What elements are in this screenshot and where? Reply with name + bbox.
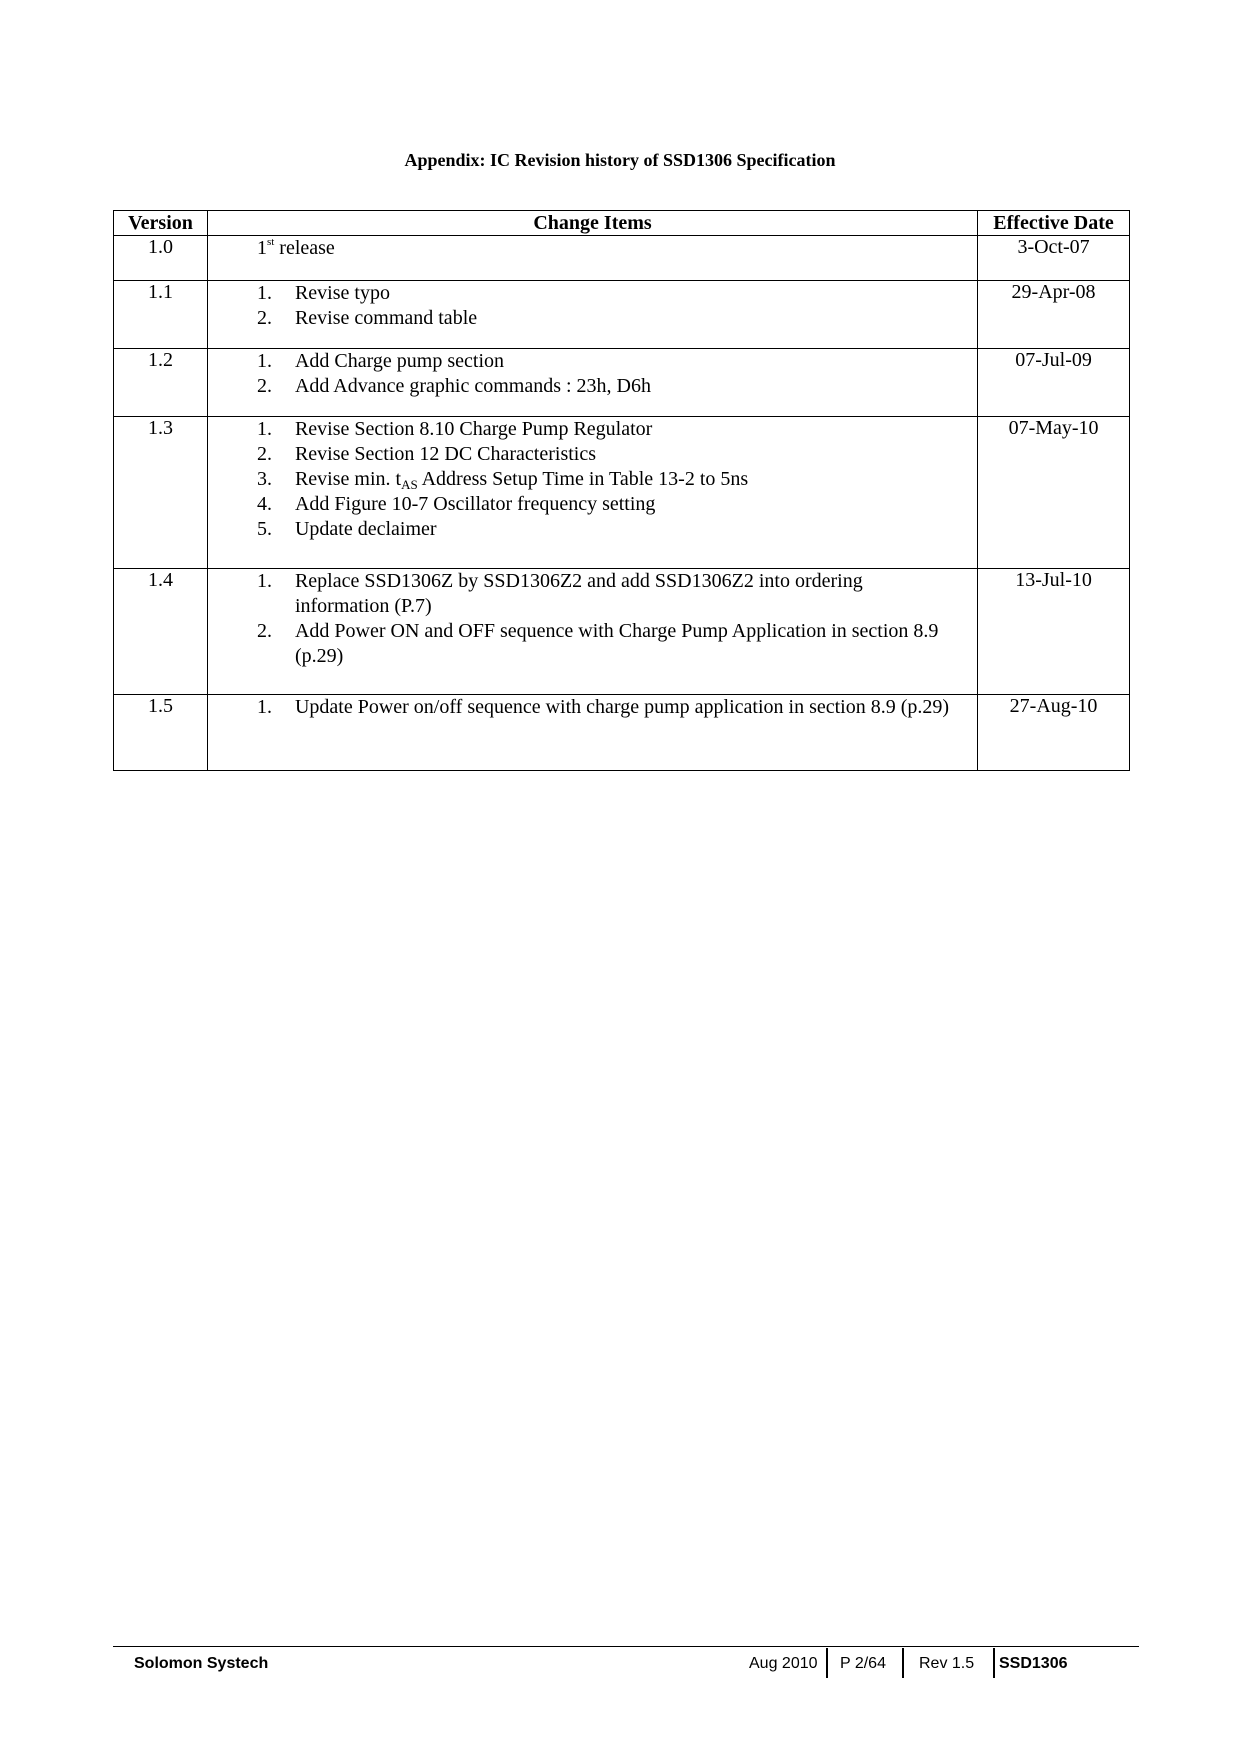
list-item: 3. Revise min. $t_{AS}$ Address Setup Time in Table 13-2 to 5ns (256, 468, 749, 492)
footer-divider (826, 1648, 828, 1678)
table-row (114, 281, 1130, 349)
effective-date-cell: 07-May-10 (978, 417, 1130, 569)
footer-divider (902, 1648, 904, 1678)
list-item: 4. Add Figure 10-7 Oscillator frequency setting (256, 493, 656, 515)
effective-date-cell: 3-Oct-07 (978, 236, 1130, 281)
effective-date-cell: 07-Jul-09 (978, 349, 1130, 417)
table-row (114, 695, 1130, 771)
list-item: 1. Revise typo (256, 282, 390, 304)
page-title: Appendix: IC Revision history of SSD1306 Specification (404, 150, 836, 170)
footer-page-number: P 2/64 (840, 1655, 886, 1672)
footer-company: Solomon Systech (134, 1655, 269, 1672)
table-row (114, 417, 1130, 569)
version-cell: 1.5 (114, 695, 208, 771)
revision-history-table (113, 210, 1130, 771)
version-cell: 1.0 (114, 236, 208, 281)
list-item: 1. Add Charge pump section (256, 350, 504, 372)
list-item: 2. Revise Section 12 DC Characteristics (256, 443, 596, 465)
version-cell: 1.4 (114, 569, 208, 695)
header-effective-date: Effective Date (978, 211, 1130, 236)
table-header-row (114, 211, 1130, 236)
footer-date: Aug 2010 (749, 1655, 818, 1672)
version-cell: 1.3 (114, 417, 208, 569)
footer-divider (993, 1648, 995, 1678)
change-items-cell (207, 236, 977, 281)
list-item: 2. Add Advance graphic commands : 23h, D6h (256, 375, 651, 397)
change-items-cell (207, 417, 977, 569)
effective-date-cell: 27-Aug-10 (978, 695, 1130, 771)
list-item: 5. Update declaimer (256, 518, 437, 540)
table-row (114, 569, 1130, 695)
change-items-cell (207, 281, 977, 349)
list-item: 1st release (256, 236, 335, 259)
list-item: 1. Replace SSD1306Z by SSD1306Z2 and add SSD1306Z2 into ordering information (P.7) (256, 570, 863, 617)
effective-date-cell: 13-Jul-10 (978, 569, 1130, 695)
table-row (114, 236, 1130, 281)
list-item: 2. Revise command table (256, 307, 478, 329)
footer-product: SSD1306 (999, 1655, 1068, 1672)
header-change-items: Change Items (207, 211, 977, 236)
header-version: Version (114, 211, 208, 236)
table-row (114, 349, 1130, 417)
list-item: 1. Update Power on/off sequence with charge pump application in section 8.9 (p.29) (256, 696, 950, 718)
list-item: 2. Add Power ON and OFF sequence with Charge Pump Application in section 8.9 (p.29) (256, 620, 939, 667)
change-items-cell (207, 569, 977, 695)
version-cell: 1.2 (114, 349, 208, 417)
change-items-cell (207, 349, 977, 417)
page-footer (113, 1646, 1139, 1681)
change-items-cell (207, 695, 977, 771)
list-item: 1. Revise Section 8.10 Charge Pump Regulator (256, 418, 653, 440)
effective-date-cell: 29-Apr-08 (978, 281, 1130, 349)
footer-revision: Rev 1.5 (919, 1655, 975, 1672)
version-cell: 1.1 (114, 281, 208, 349)
